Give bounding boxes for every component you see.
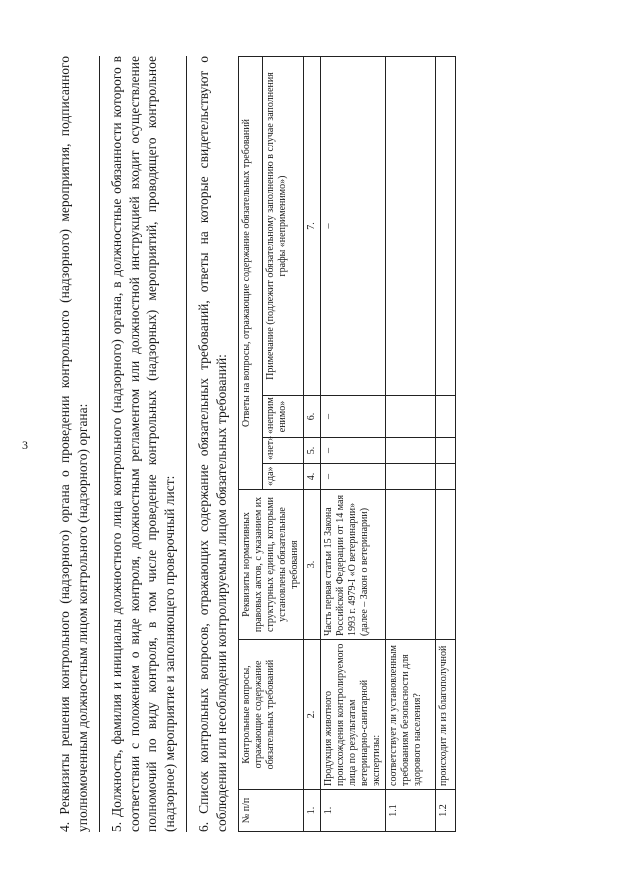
header-questions: Контрольные вопросы, отражающие содержание обязательных требований bbox=[239, 640, 304, 790]
row-answer-yes bbox=[386, 464, 436, 490]
row-answer-yes: – bbox=[321, 464, 386, 490]
row-requisite bbox=[436, 490, 456, 640]
row-answer-na bbox=[436, 396, 456, 438]
row-answer-no bbox=[436, 438, 456, 464]
checklist-table bbox=[238, 56, 456, 832]
header-na: «неприм енимо» bbox=[263, 396, 304, 438]
table-row bbox=[386, 57, 436, 832]
header-answers-group: Ответы на вопросы, отражающие содержание обязательных требований bbox=[239, 57, 263, 490]
column-number: 1. bbox=[304, 790, 321, 832]
row-requisite bbox=[386, 490, 436, 640]
row-note bbox=[436, 57, 456, 396]
header-note: Примечание (подлежит обязательному заполнению в случае заполнения графы «неприменимо») bbox=[263, 57, 304, 396]
header-requisites: Реквизиты нормативных правовых актов, с указанием их структурных единиц, которыми установлены обязательные требования bbox=[239, 490, 304, 640]
row-answer-no bbox=[386, 438, 436, 464]
row-note bbox=[386, 57, 436, 396]
column-number: 7. bbox=[304, 57, 321, 396]
section-5-text: 5. Должность, фамилия и инициалы должностного лица контрольного (надзорного) органа, в должностные обязанности которого в соответствии с положением о виде контроля, должностным регламентом или должностной инструкцией входит осуществление полномочий по виду контроля, в том числе проведение контрольных (надзорных) мероприятий, проводящего контрольное (надзорное) мероприятие и заполняющего проверочный лист: bbox=[109, 56, 177, 832]
header-yes: «да» bbox=[263, 464, 304, 490]
rotated-content bbox=[50, 46, 590, 846]
column-number: 4. bbox=[304, 464, 321, 490]
table-row bbox=[321, 57, 386, 832]
row-num: 1.2 bbox=[436, 790, 456, 832]
header-no: «нет» bbox=[263, 438, 304, 464]
row-answer-no: – bbox=[321, 438, 386, 464]
fill-line bbox=[186, 56, 187, 832]
fill-line bbox=[99, 56, 100, 832]
section-4-text: 4. Реквизиты решения контрольного (надзорного) органа о проведении контрольного (надзорного) мероприятия, подписанного уполномоченным должностным лицом контрольного (надзорного) органа: bbox=[57, 56, 90, 832]
header-num: № п/п bbox=[239, 790, 304, 832]
row-num: 1. bbox=[321, 790, 386, 832]
column-number: 3. bbox=[304, 490, 321, 640]
row-question: Продукция животного происхождения контролируемого лица по результатам ветеринарно-санитарной экспертизы: bbox=[321, 640, 386, 790]
row-num: 1.1 bbox=[386, 790, 436, 832]
row-question: происходит ли из благополучной bbox=[436, 640, 456, 790]
column-number: 5. bbox=[304, 438, 321, 464]
page-number: 3 bbox=[22, 438, 28, 452]
table-row bbox=[436, 57, 456, 832]
row-note: – bbox=[321, 57, 386, 396]
row-answer-yes bbox=[436, 464, 456, 490]
column-number: 2. bbox=[304, 640, 321, 790]
row-answer-na: – bbox=[321, 396, 386, 438]
row-requisite: Часть первая статьи 15 Закона Российской Федерации от 14 мая 1993 г. 4979-I «О ветеринарии» (далее – Закон о ветеринарии) bbox=[321, 490, 386, 640]
row-answer-na bbox=[386, 396, 436, 438]
section-6-text: 6. Список контрольных вопросов, отражающих содержание обязательных требований, ответы на которые свидетельствуют о соблюдении или несоблюдении контролируемым лицом обязательных требований: bbox=[196, 56, 229, 832]
column-number: 6. bbox=[304, 396, 321, 438]
row-question: соответствует ли установленным требованиям безопасности для здорового населения? bbox=[386, 640, 436, 790]
